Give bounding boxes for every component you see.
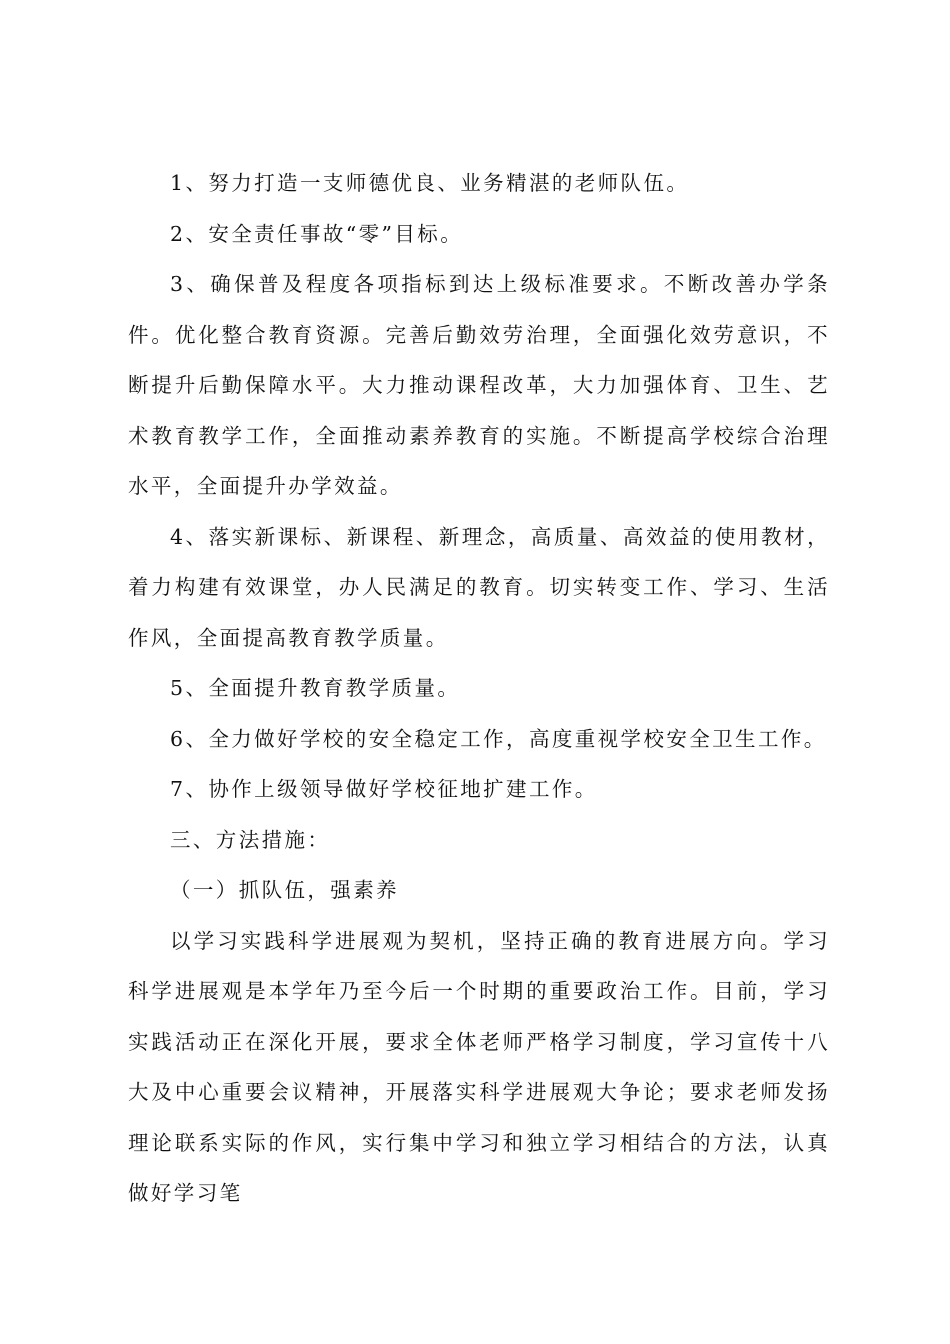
subsection-heading-team: （一）抓队伍，强素养	[170, 878, 399, 902]
goal-item-2: 2、安全责任事故“零”目标。	[170, 221, 464, 246]
goal-item-3: 3、确保普及程度各项指标到达上级标准要求。不断改善办学条件。优化整合教育资源。完善后勤效劳治理，全面强化效劳意识，不断提升后勤保障水平。大力推动课程改革，大力加强体育、卫生、艺术教育教学工作，全面推动素养教育的实施。不断提高学校综合治理水平，全面提升办学效益。	[128, 272, 830, 498]
goal-item-7: 7、协作上级领导做好学校征地扩建工作。	[170, 777, 598, 801]
goal-item-5: 5、全面提升教育教学质量。	[170, 676, 461, 700]
goal-item-6: 6、全力做好学校的安全稳定工作，高度重视学校安全卫生工作。	[170, 726, 827, 751]
document-body	[128, 158, 830, 1219]
section-heading-methods: 三、方法措施：	[170, 827, 331, 852]
goal-item-4: 4、落实新课标、新课程、新理念，高质量、高效益的使用教材，着力构建有效课堂，办人民满足的教育。切实转变工作、学习、生活作风，全面提高教育教学质量。	[128, 524, 830, 650]
goal-item-1: 1、努力打造一支师德优良、业务精湛的老师队伍。	[170, 171, 690, 195]
body-paragraph-study: 以学习实践科学进展观为契机，坚持正确的教育进展方向。学习科学进展观是本学年乃至今后一个时期的重要政治工作。目前，学习实践活动正在深化开展，要求全体老师严格学习制度，学习宣传十八大及中心重要会议精神，开展落实科学进展观大争论；要求老师发扬理论联系实际的作风，实行集中学习和独立学习相结合的方法，认真做好学习笔	[128, 928, 830, 1205]
